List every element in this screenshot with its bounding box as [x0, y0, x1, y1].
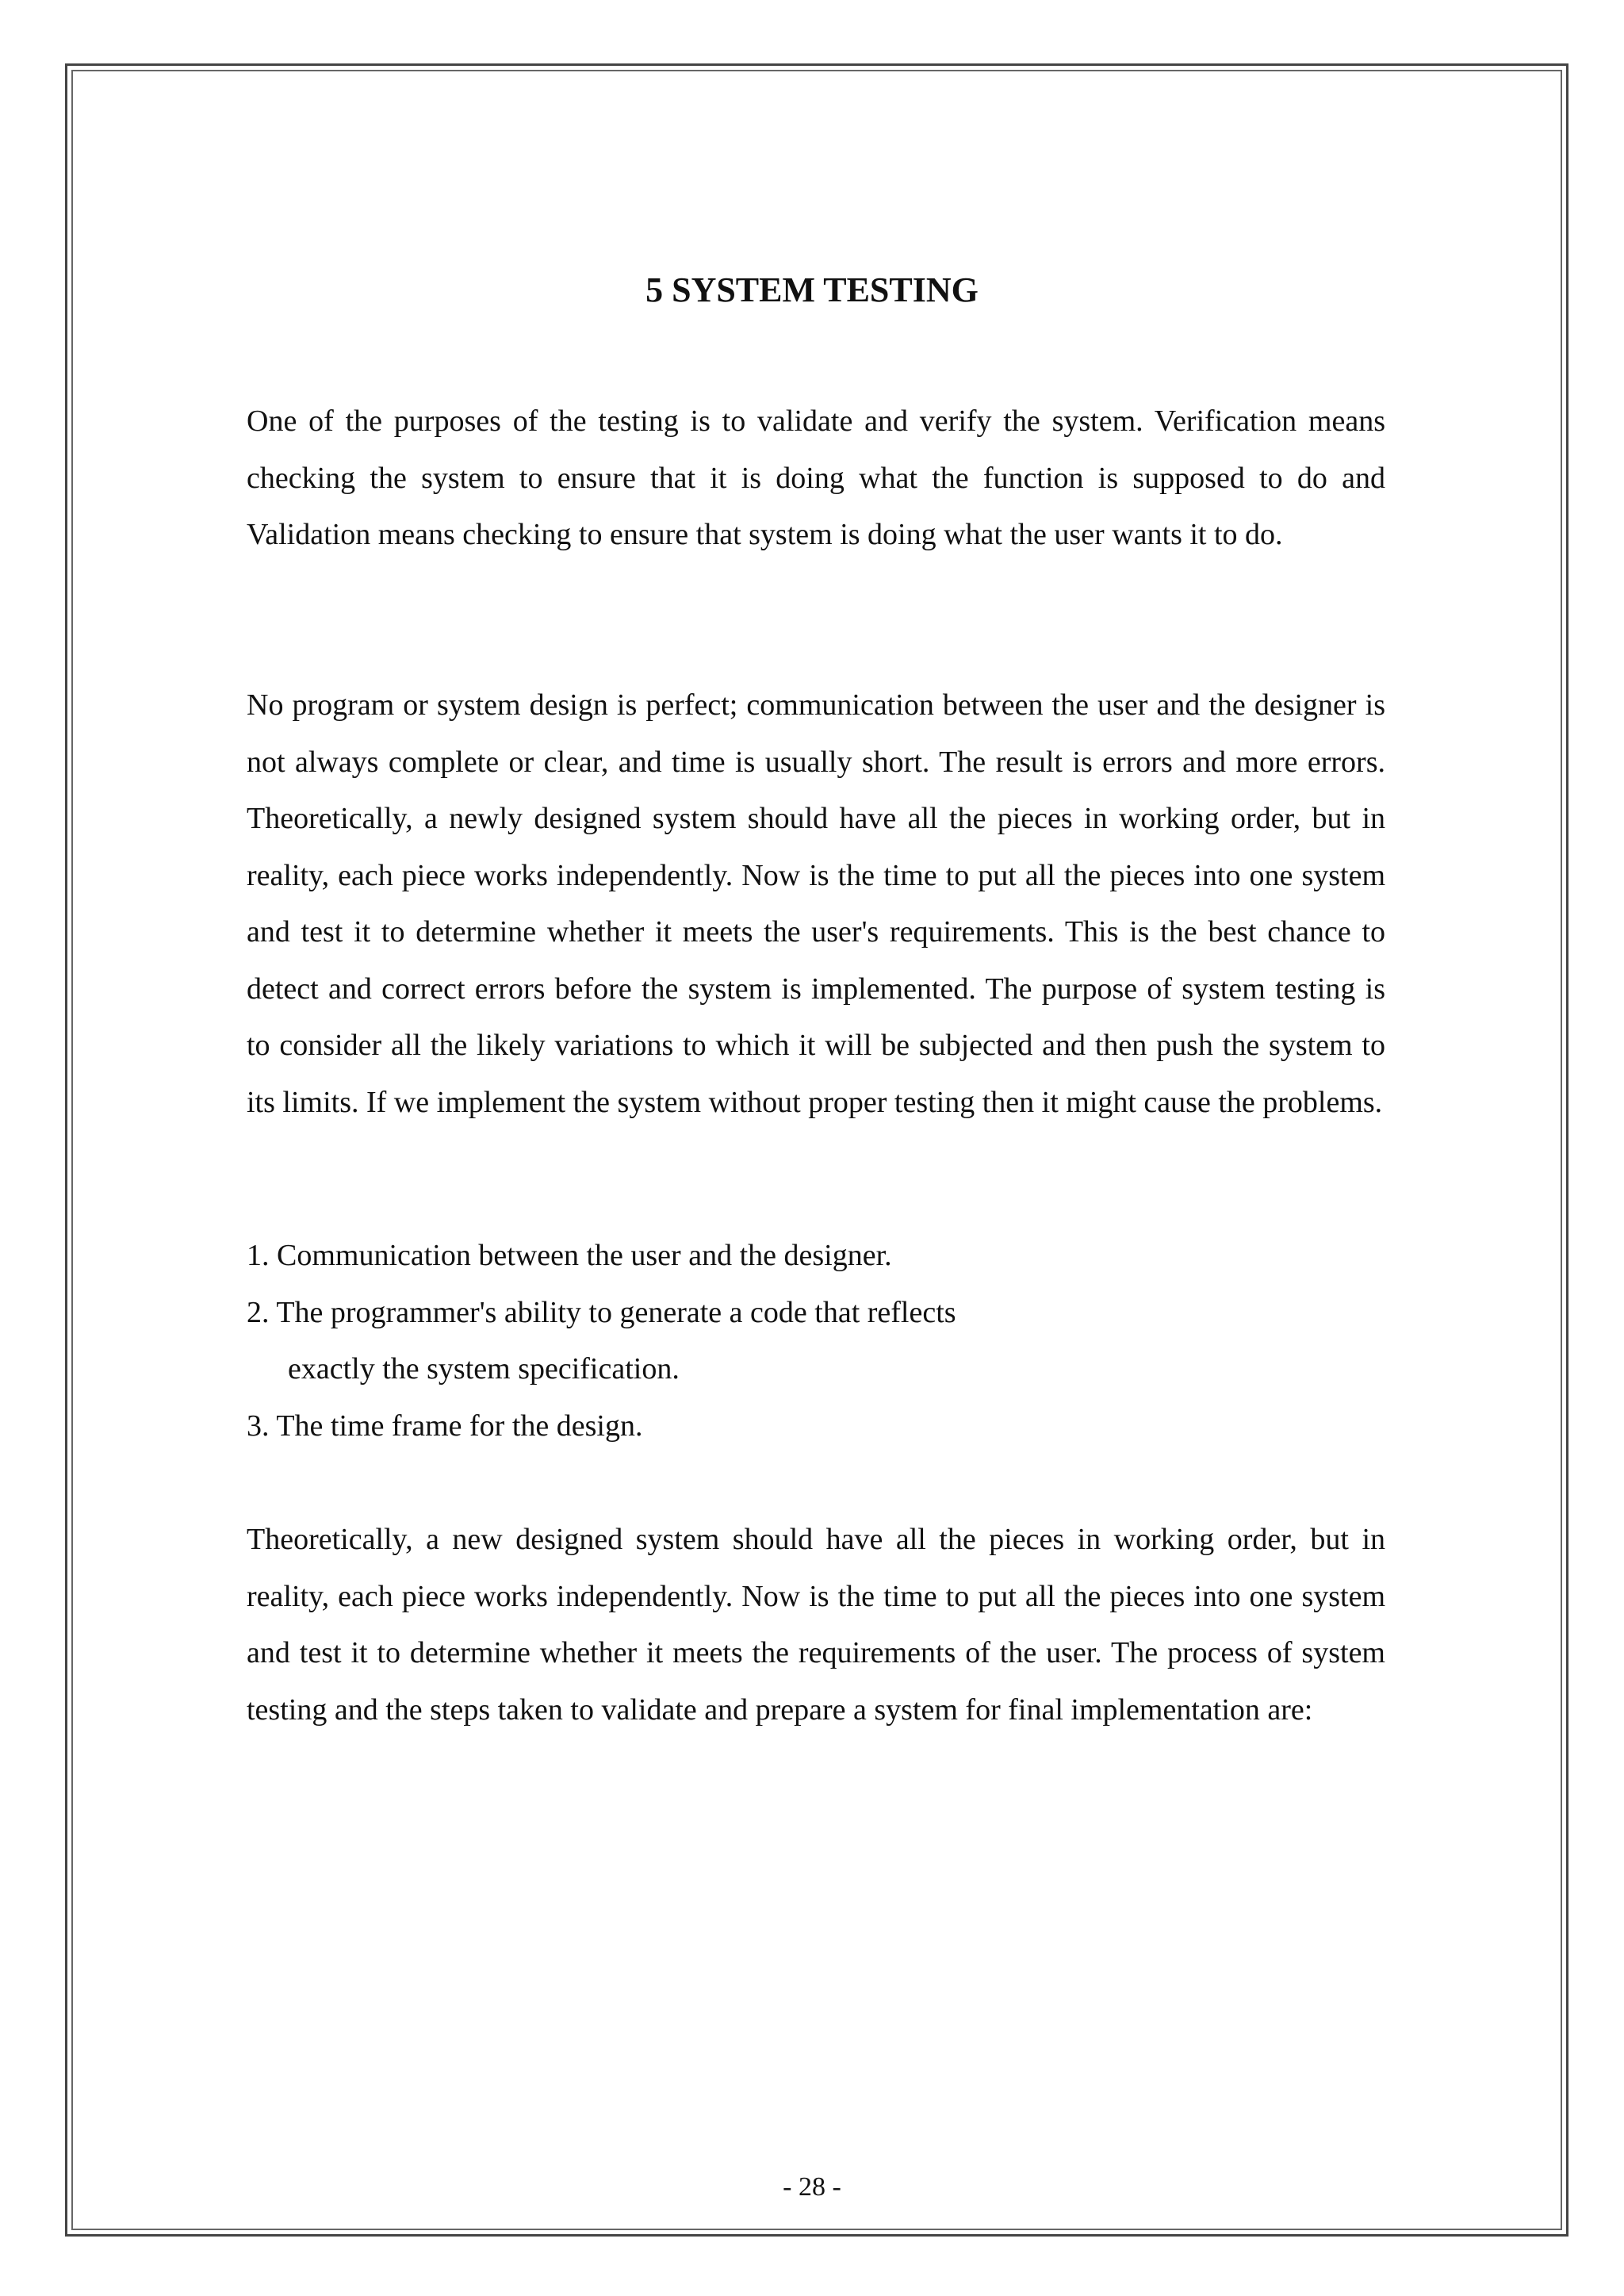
- paragraph-1: One of the purposes of the testing is to validate and verify the system. Verification means checking the system to ensure that it is doing what the function is supposed to do and Validation means checking to ensure that system is doing what the user wants it to do.: [247, 404, 1385, 551]
- list-item-2-continuation: exactly the system specification.: [288, 1352, 680, 1386]
- paragraph-2-block: [247, 677, 1385, 1131]
- paragraph-1-block: [247, 393, 1385, 564]
- list-item-2: 2. The programmer's ability to generate a code that reflects: [247, 1295, 956, 1329]
- paragraph-3: Theoretically, a new designed system should have all the pieces in working order, but in reality, each piece works independently. Now is the time to put all the pieces into one system and test it to determine whether it meets the requirements of the user. The process of system testing and the steps taken to validate and prepare a system for final implementation are:: [247, 1523, 1385, 1727]
- section-heading: 5 SYSTEM TESTING: [645, 270, 979, 309]
- paragraph-3-block: [247, 1512, 1385, 1738]
- paragraph-2: No program or system design is perfect; communication between the user and the designer is not always complete or clear, and time is usually short. The result is errors and more errors. Theoretically, a newly designed system should have all the pieces in working order, but in reality, each piece works independently. Now is the time to put all the pieces into one system and test it to determine whether it meets the user's requirements. This is the best chance to detect and correct errors before the system is implemented. The purpose of system testing is to consider all the likely variations to which it will be subjected and then push the system to its limits. If we implement the system without proper testing then it might cause the problems.: [247, 688, 1385, 1119]
- page-number: - 28 -: [783, 2172, 841, 2202]
- list-item-1: 1. Communication between the user and the designer.: [247, 1239, 892, 1272]
- list-item-3: 3. The time frame for the design.: [247, 1409, 643, 1443]
- numbered-list: [247, 1228, 1385, 1455]
